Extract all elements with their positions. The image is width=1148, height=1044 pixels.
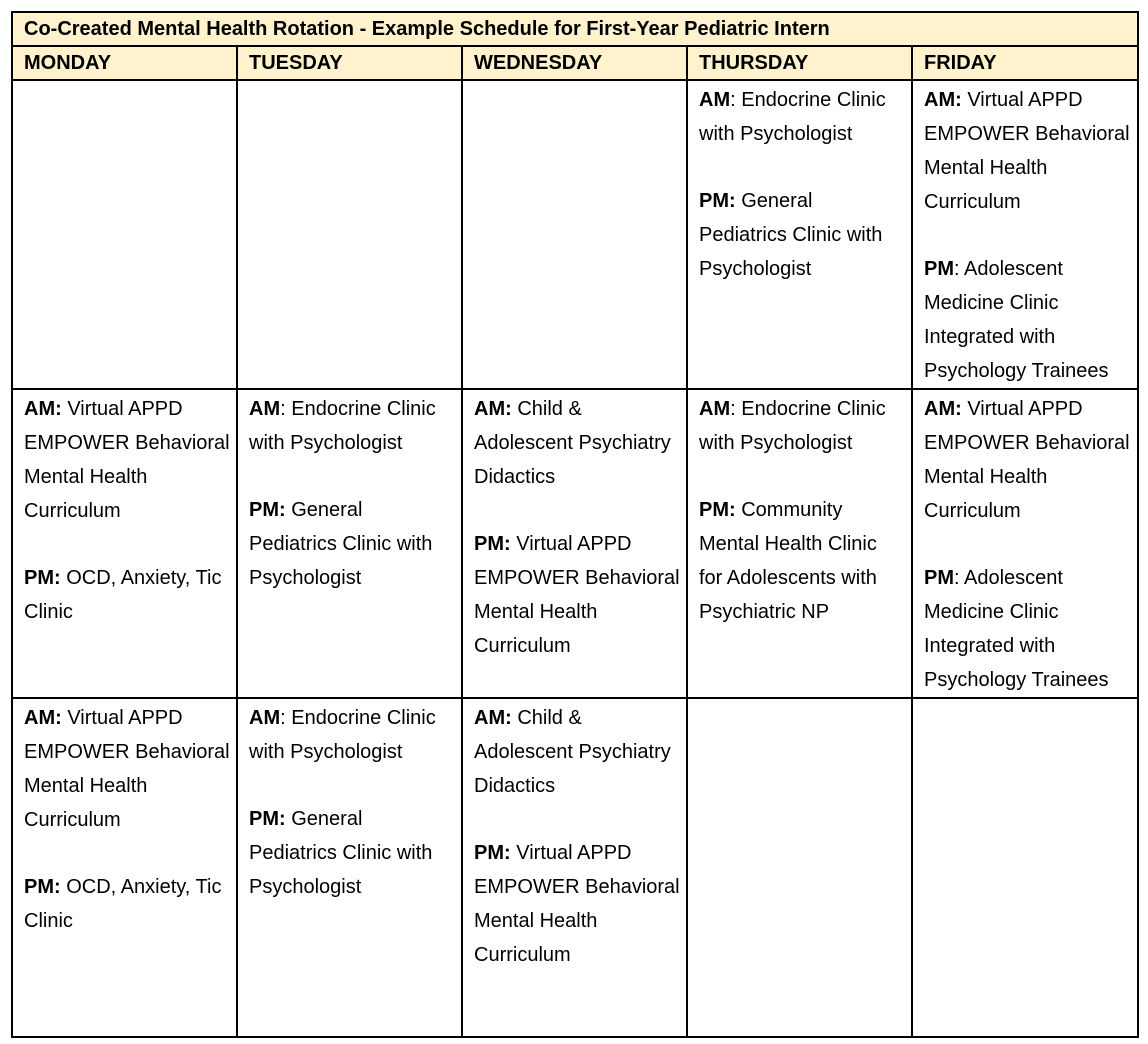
slot-activity: Virtual APPD EMPOWER Behavioral Mental Health Curriculum bbox=[24, 398, 230, 522]
day-header-monday: MONDAY bbox=[12, 46, 237, 80]
schedule-week-2 bbox=[12, 389, 1138, 698]
schedule-cell bbox=[462, 389, 687, 698]
day-header-thursday: THURSDAY bbox=[687, 46, 912, 80]
schedule-slot bbox=[474, 527, 680, 663]
slot-time-label: AM bbox=[249, 398, 281, 420]
slot-activity: Virtual APPD EMPOWER Behavioral Mental Health Curriculum bbox=[924, 89, 1130, 213]
schedule-slot bbox=[924, 392, 1131, 528]
schedule-slot bbox=[249, 493, 455, 595]
slot-activity: Child & Adolescent Psychiatry Didactics bbox=[474, 707, 671, 797]
schedule-cell bbox=[237, 80, 462, 389]
slot-time-label: AM bbox=[699, 398, 731, 420]
day-header-tuesday: TUESDAY bbox=[237, 46, 462, 80]
slot-time-label: AM: bbox=[24, 707, 62, 729]
slot-activity: Endocrine Clinic with Psychologist bbox=[699, 89, 886, 145]
slot-time-label: AM: bbox=[924, 89, 962, 111]
slot-time-label: PM: bbox=[474, 842, 511, 864]
slot-activity: Virtual APPD EMPOWER Behavioral Mental Health Curriculum bbox=[474, 533, 680, 657]
schedule-cell bbox=[912, 389, 1138, 698]
slot-activity: Virtual APPD EMPOWER Behavioral Mental Health Curriculum bbox=[924, 398, 1130, 522]
schedule-slot bbox=[699, 184, 905, 286]
schedule-cell bbox=[687, 389, 912, 698]
schedule-cell bbox=[237, 698, 462, 1037]
slot-time-label: PM: bbox=[24, 876, 61, 898]
schedule-slot bbox=[24, 870, 230, 938]
schedule-slot bbox=[924, 252, 1131, 388]
schedule-slot bbox=[249, 392, 455, 460]
slot-time-label: AM bbox=[249, 707, 281, 729]
schedule-slot bbox=[924, 561, 1131, 697]
slot-time-label: PM: bbox=[699, 190, 736, 212]
slot-separator: : bbox=[730, 89, 742, 111]
slot-time-label: AM: bbox=[924, 398, 962, 420]
schedule-slot bbox=[24, 392, 230, 528]
slot-time-label: AM: bbox=[474, 398, 512, 420]
slot-activity: Endocrine Clinic with Psychologist bbox=[699, 398, 886, 454]
schedule-title: Co-Created Mental Health Rotation - Example Schedule for First-Year Pediatric Intern bbox=[12, 12, 1138, 46]
slot-time-label: PM bbox=[924, 258, 954, 280]
schedule-cell bbox=[462, 698, 687, 1037]
schedule-cell bbox=[687, 698, 912, 1037]
schedule-slot bbox=[474, 392, 680, 494]
slot-separator: : bbox=[954, 567, 965, 589]
slot-activity: Virtual APPD EMPOWER Behavioral Mental Health Curriculum bbox=[474, 842, 680, 966]
day-header-friday: FRIDAY bbox=[912, 46, 1138, 80]
schedule-cell bbox=[12, 80, 237, 389]
slot-activity: Endocrine Clinic with Psychologist bbox=[249, 398, 436, 454]
slot-activity: Adolescent Medicine Clinic Integrated with Psychology Trainees bbox=[924, 567, 1109, 691]
slot-activity: General Pediatrics Clinic with Psychologist bbox=[699, 190, 883, 280]
slot-time-label: AM bbox=[699, 89, 731, 111]
schedule-slot bbox=[699, 392, 905, 460]
schedule-slot bbox=[24, 561, 230, 629]
schedule-slot bbox=[699, 493, 905, 629]
schedule-table bbox=[11, 11, 1139, 1038]
schedule-slot bbox=[249, 802, 455, 904]
slot-activity: Virtual APPD EMPOWER Behavioral Mental Health Curriculum bbox=[24, 707, 230, 831]
slot-activity: OCD, Anxiety, Tic Clinic bbox=[24, 876, 222, 932]
slot-activity: Adolescent Medicine Clinic Integrated with Psychology Trainees bbox=[924, 258, 1109, 382]
slot-separator: : bbox=[280, 707, 292, 729]
slot-separator: : bbox=[730, 398, 742, 420]
schedule-cell bbox=[237, 389, 462, 698]
schedule-slot bbox=[24, 701, 230, 837]
slot-separator: : bbox=[280, 398, 292, 420]
schedule-slot bbox=[699, 83, 905, 151]
slot-separator: : bbox=[954, 258, 965, 280]
slot-time-label: PM: bbox=[249, 808, 286, 830]
schedule-week-1 bbox=[12, 80, 1138, 389]
schedule-slot bbox=[474, 836, 680, 972]
schedule-cell bbox=[687, 80, 912, 389]
schedule-cell bbox=[462, 80, 687, 389]
schedule-cell bbox=[912, 698, 1138, 1037]
schedule-cell bbox=[12, 389, 237, 698]
slot-time-label: PM bbox=[924, 567, 954, 589]
schedule-week-3 bbox=[12, 698, 1138, 1037]
slot-time-label: AM: bbox=[474, 707, 512, 729]
slot-activity: Community Mental Health Clinic for Adolescents with Psychiatric NP bbox=[699, 499, 877, 623]
slot-activity: General Pediatrics Clinic with Psychologist bbox=[249, 808, 433, 898]
slot-activity: General Pediatrics Clinic with Psychologist bbox=[249, 499, 433, 589]
slot-time-label: PM: bbox=[699, 499, 736, 521]
schedule-slot bbox=[474, 701, 680, 803]
schedule-slot bbox=[924, 83, 1131, 219]
schedule-cell bbox=[12, 698, 237, 1037]
schedule-cell bbox=[912, 80, 1138, 389]
slot-activity: Child & Adolescent Psychiatry Didactics bbox=[474, 398, 671, 488]
slot-time-label: AM: bbox=[24, 398, 62, 420]
slot-activity: Endocrine Clinic with Psychologist bbox=[249, 707, 436, 763]
slot-time-label: PM: bbox=[249, 499, 286, 521]
slot-time-label: PM: bbox=[474, 533, 511, 555]
day-header-wednesday: WEDNESDAY bbox=[462, 46, 687, 80]
slot-activity: OCD, Anxiety, Tic Clinic bbox=[24, 567, 222, 623]
schedule-slot bbox=[249, 701, 455, 769]
slot-time-label: PM: bbox=[24, 567, 61, 589]
